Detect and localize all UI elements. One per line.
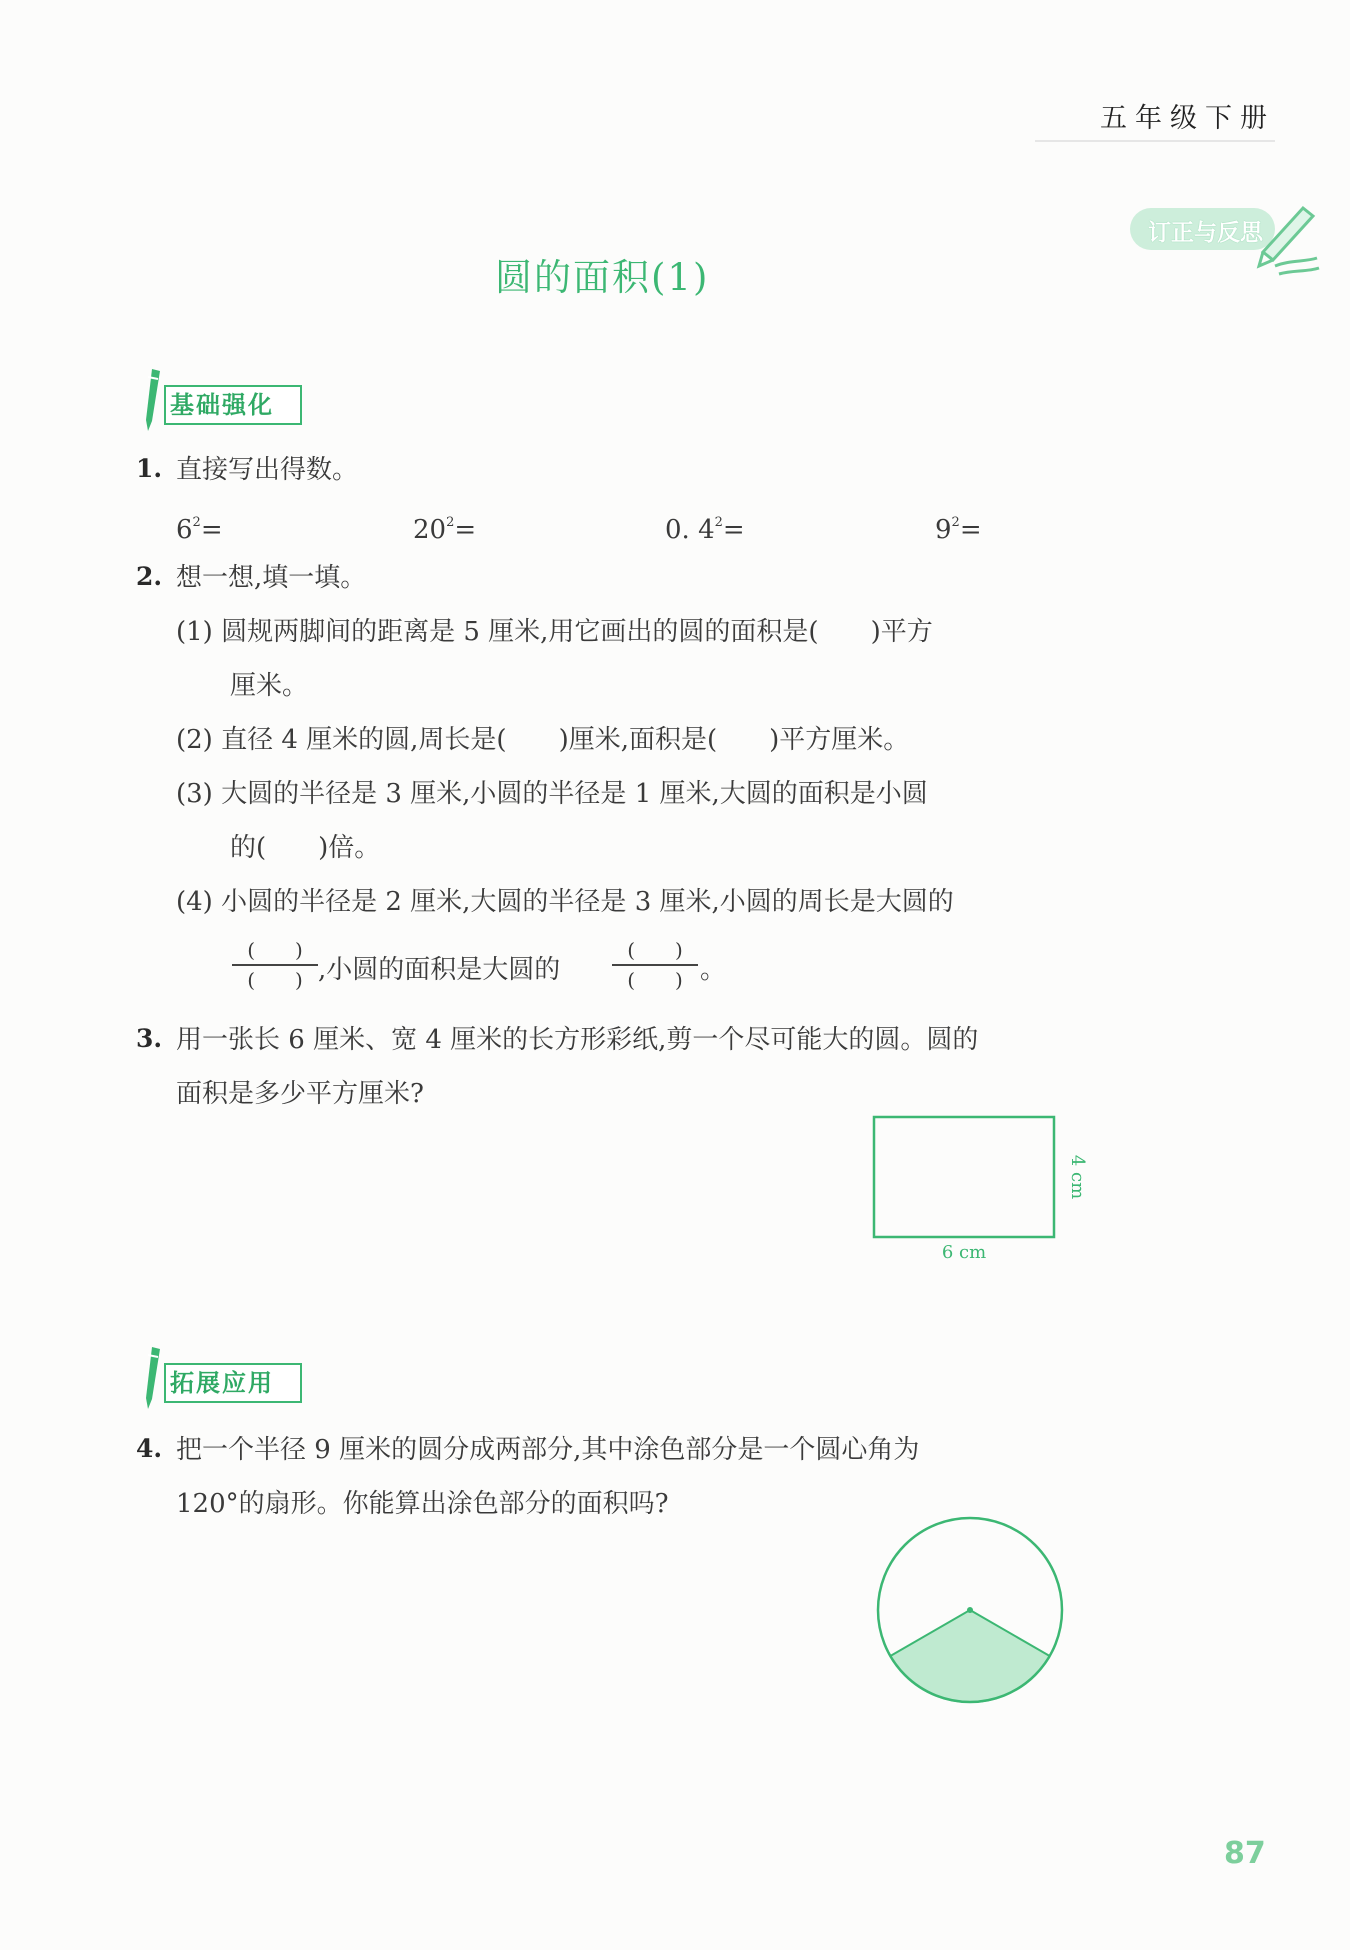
page-number: 87: [1224, 1836, 1266, 1871]
q4-number: 4.: [136, 1434, 163, 1463]
q4-shaded-sector: [890, 1610, 1049, 1702]
q4-line1: 把一个半径 9 厘米的圆分成两部分,其中涂色部分是一个圆心角为: [176, 1435, 920, 1465]
q2-sub3-line1: (3) 大圆的半径是 3 厘米,小圆的半径是 1 厘米,大圆的面积是小圆: [176, 779, 928, 809]
q1-item-4: $9^2=$: [935, 515, 982, 545]
q2-sub4-mid: ,小圆的面积是大圆的: [318, 955, 561, 985]
q2-sub4-line1: (4) 小圆的半径是 2 厘米,大圆的半径是 3 厘米,小圆的周长是大圆的: [176, 887, 954, 917]
reflect-badge: [1130, 208, 1275, 250]
q2-fraction-1: ( ) ( ): [232, 938, 318, 992]
grade-label: 五年级下册: [1100, 103, 1275, 134]
q4-circle-figure: [870, 1510, 1070, 1710]
reflect-label: 订正与反思: [1148, 220, 1263, 246]
q2-sub3-line2: 的( )倍。: [230, 833, 381, 863]
q3-rectangle-figure: [860, 1105, 1100, 1265]
header-divider: [1035, 140, 1275, 142]
q4-line2: 120°的扇形。你能算出涂色部分的面积吗?: [176, 1489, 669, 1519]
section-extended-label: 拓展应用: [170, 1369, 274, 1397]
q2-sub1-line2: 厘米。: [230, 671, 309, 701]
q3-line2: 面积是多少平方厘米?: [176, 1079, 424, 1109]
section-basic-label: 基础强化: [170, 391, 274, 419]
q2-fraction-2: ( ) ( ): [612, 938, 698, 992]
q4-center-dot: [967, 1607, 973, 1613]
q1-item-2: $20^2=$: [413, 515, 477, 545]
section-basic-header: [138, 365, 308, 425]
section-extended-header: [138, 1343, 308, 1403]
q2-sub1-line1: (1) 圆规两脚间的距离是 5 厘米,用它画出的圆的面积是( )平方: [176, 617, 933, 647]
q1-item-3: 0. $4^2=$: [665, 515, 745, 545]
pencil-icon: [1255, 200, 1325, 280]
q3-rectangle: [874, 1117, 1054, 1237]
q3-line1: 用一张长 6 厘米、宽 4 厘米的长方形彩纸,剪一个尽可能大的圆。圆的: [176, 1025, 979, 1055]
q3-number: 3.: [136, 1024, 163, 1053]
q3-height-label: 4 cm: [1067, 1154, 1088, 1200]
q1-number: 1.: [136, 454, 163, 483]
q2-text: 想一想,填一填。: [176, 563, 367, 593]
q1-item-1: $6^2=$: [176, 515, 223, 545]
page-title: 圆的面积(1): [495, 256, 710, 299]
q1-text: 直接写出得数。: [176, 455, 359, 485]
q2-sub4-end: 。: [700, 955, 727, 985]
q2-sub2: (2) 直径 4 厘米的圆,周长是( )厘米,面积是( )平方厘米。: [176, 725, 910, 755]
q2-number: 2.: [136, 562, 163, 591]
q3-width-label: 6 cm: [941, 1242, 987, 1263]
